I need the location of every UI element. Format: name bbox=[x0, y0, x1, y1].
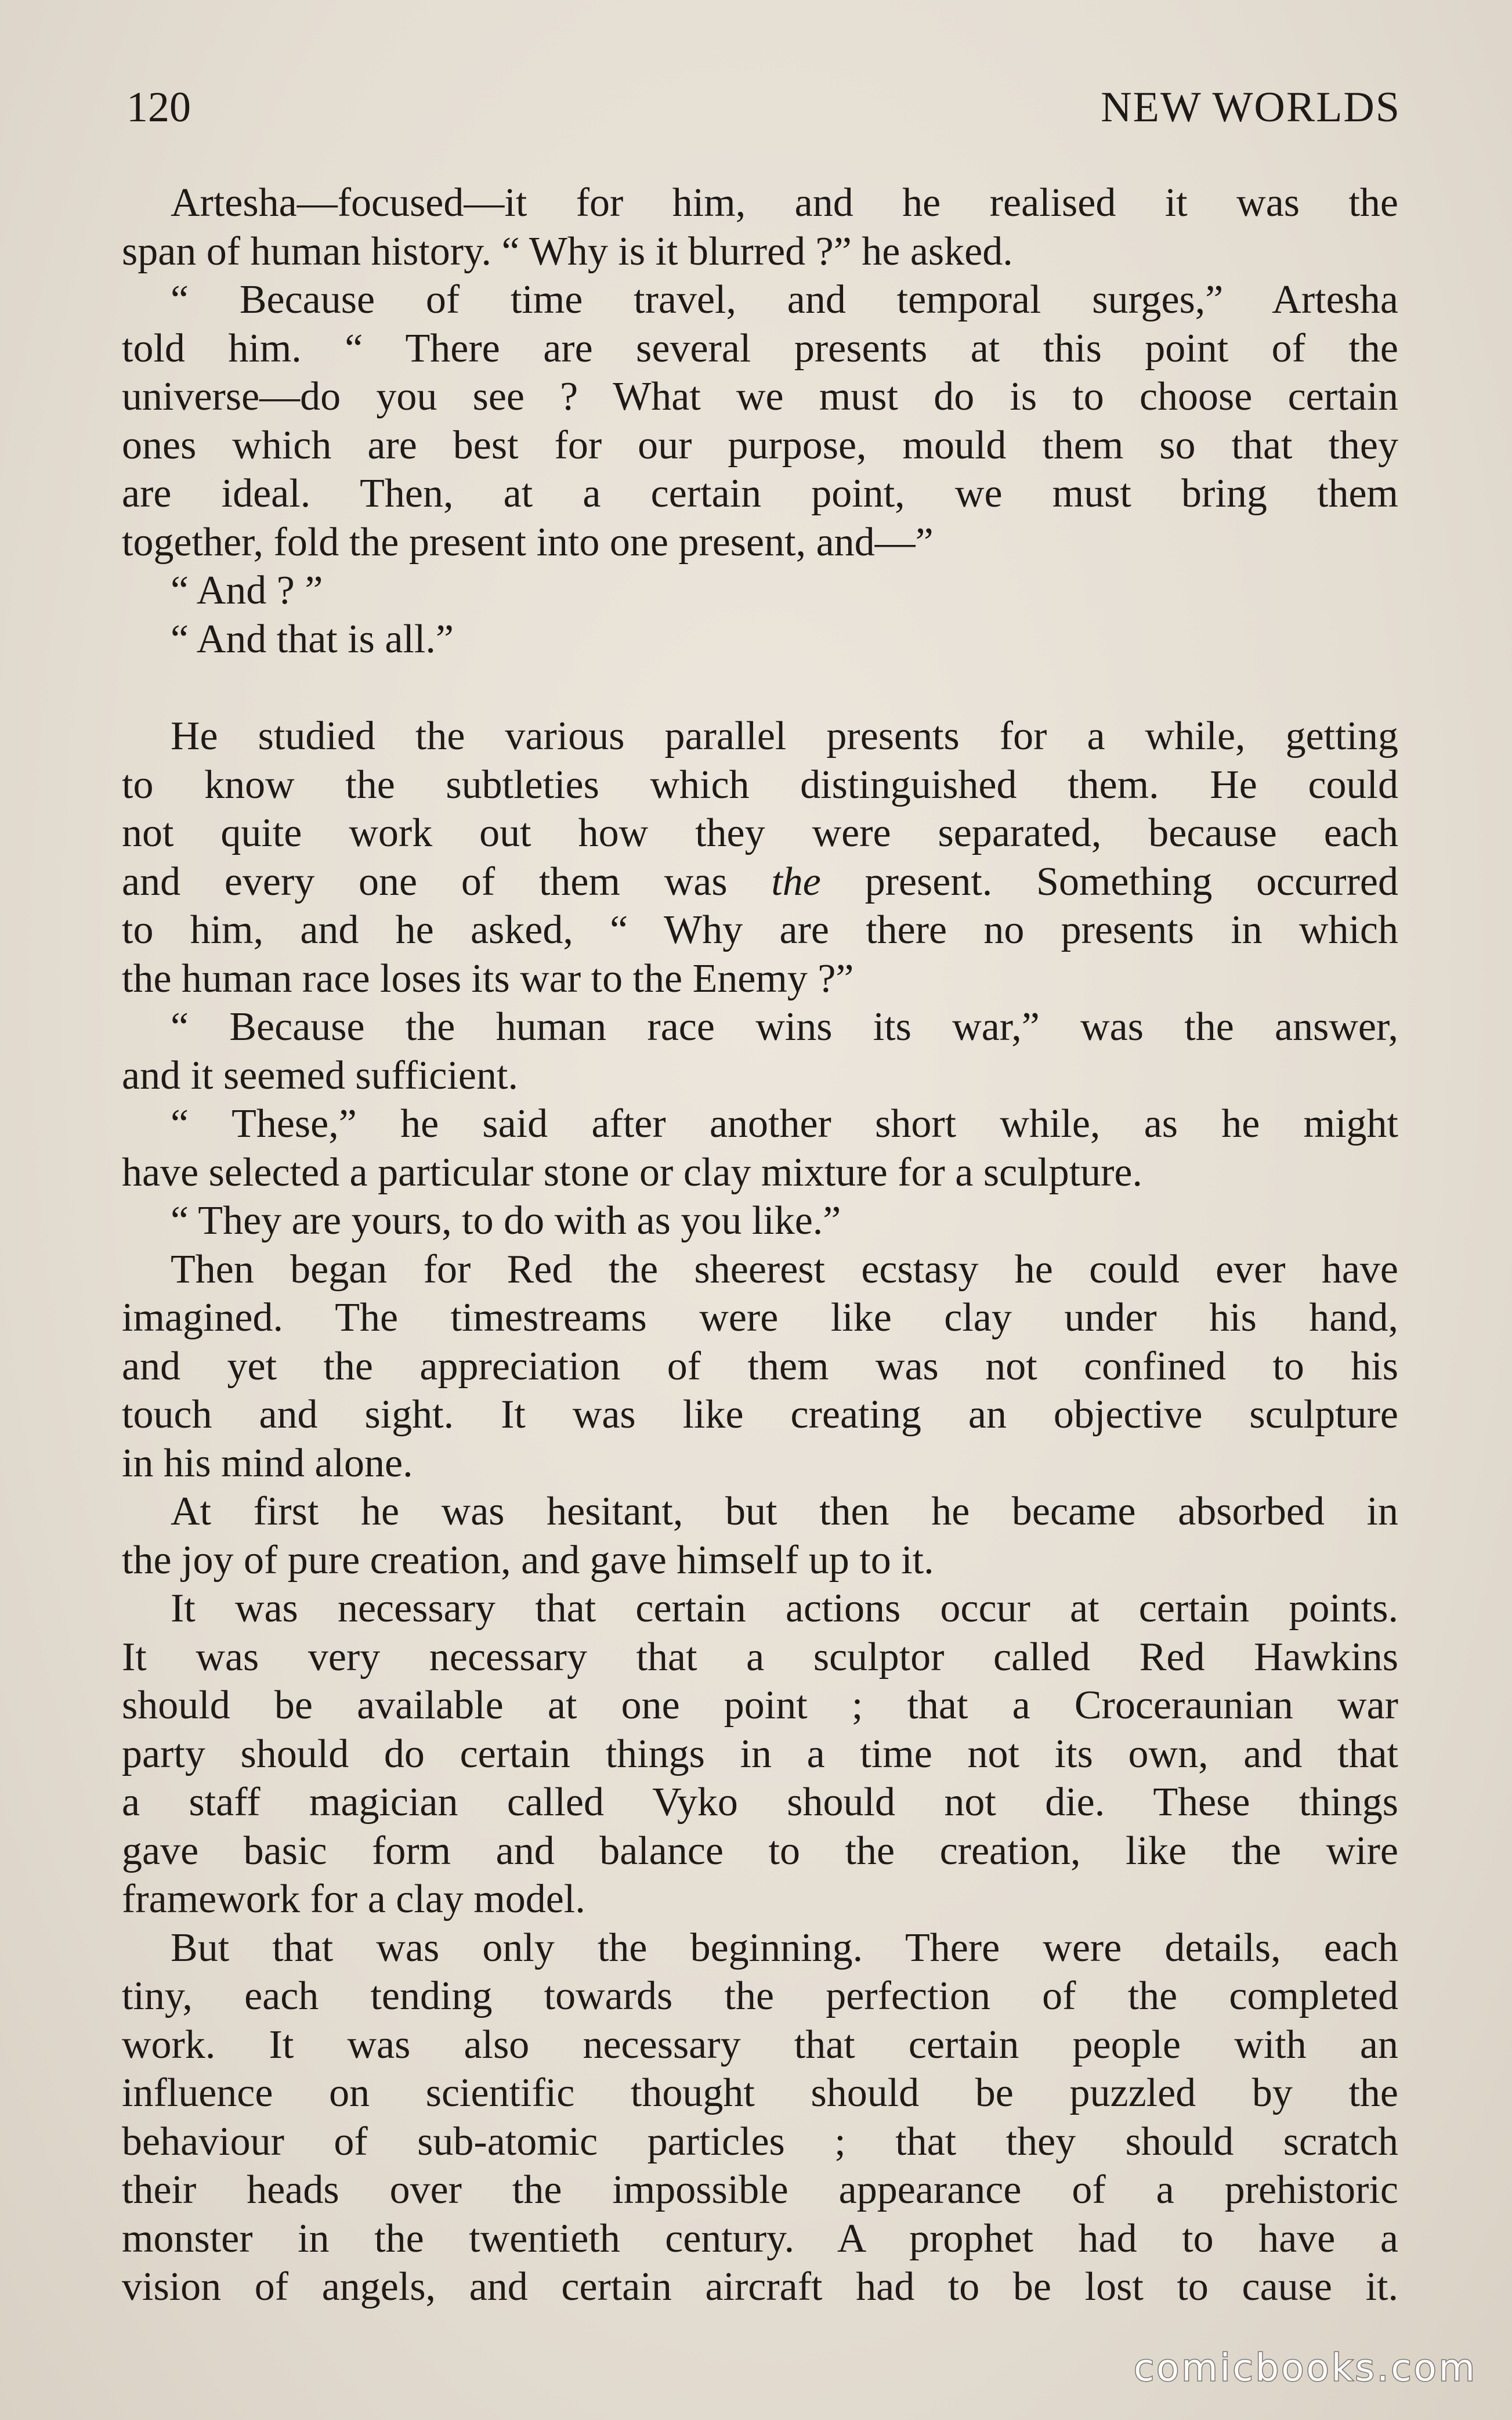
text-line: vision of angels, and certain aircraft had to be lost to cause it. bbox=[122, 2264, 1398, 2309]
text-line: “ Because the human race wins its war,” was the answer, bbox=[171, 1005, 1398, 1049]
text-line: gave basic form and balance to the creation, like the wire bbox=[122, 1828, 1398, 1873]
text-line: and it seemed sufficient. bbox=[122, 1053, 518, 1098]
text-line: the human race loses its war to the Enemy ?” bbox=[122, 956, 854, 1001]
text-line: and yet the appreciation of them was not confined to his bbox=[122, 1343, 1398, 1389]
text-line: Then began for Red the sheerest ecstasy he could ever have bbox=[171, 1247, 1398, 1292]
text-line: party should do certain things in a time not its own, and that bbox=[122, 1731, 1398, 1776]
text-line: “ They are yours, to do with as you like.” bbox=[171, 1198, 841, 1243]
text-line: “ And ? ” bbox=[171, 568, 323, 613]
text-line: framework for a clay model. bbox=[122, 1877, 585, 1921]
text-line: in his mind alone. bbox=[122, 1440, 413, 1486]
text-line: At first he was hesitant, but then he became absorbed in bbox=[171, 1489, 1398, 1534]
text-line: their heads over the impossible appearance of a prehistoric bbox=[122, 2168, 1398, 2212]
text-line: It was necessary that certain actions occur at certain points. bbox=[171, 1586, 1398, 1631]
text-line: “ And that is all.” bbox=[171, 616, 454, 662]
text-line: together, fold the present into one present, and—” bbox=[122, 519, 934, 565]
text-line: “ Because of time travel, and temporal surges,” Artesha bbox=[171, 277, 1398, 322]
text-line: span of human history. “ Why is it blurred ?” he asked. bbox=[122, 229, 1013, 274]
text-line: not quite work out how they were separated, because each bbox=[122, 811, 1398, 855]
text-line: He studied the various parallel presents for a while, getting bbox=[171, 714, 1398, 758]
text-line: “ These,” he said after another short while, as he might bbox=[171, 1101, 1398, 1146]
section-break bbox=[122, 663, 1398, 712]
text-line: universe—do you see ? What we must do is to choose certain bbox=[122, 374, 1398, 419]
text-line: to know the subtleties which distinguished them. He could bbox=[122, 762, 1398, 807]
text-line: have selected a particular stone or clay mixture for a sculpture. bbox=[122, 1150, 1142, 1195]
text-line: monster in the twentieth century. A prophet had to have a bbox=[122, 2216, 1398, 2261]
body-text bbox=[122, 179, 1398, 2311]
watermark: comicbooks.com bbox=[1133, 2347, 1477, 2390]
running-head: NEW WORLDS bbox=[1101, 84, 1401, 131]
text-line: touch and sight. It was like creating an objective sculpture bbox=[122, 1392, 1398, 1437]
text-line: imagined. The timestreams were like clay under his hand, bbox=[122, 1295, 1398, 1340]
emphasis: the bbox=[771, 859, 821, 904]
text-line: tiny, each tending towards the perfection of the completed bbox=[122, 1974, 1398, 2018]
page-number: 120 bbox=[126, 84, 191, 131]
text-line: behaviour of sub-atomic particles ; that they should scratch bbox=[122, 2119, 1398, 2164]
text-line: and every one of them was the present. Something occurred bbox=[122, 859, 1398, 904]
text-line: told him. “ There are several presents at this point of the bbox=[122, 326, 1398, 371]
text-line: the joy of pure creation, and gave himself up to it. bbox=[122, 1537, 934, 1583]
text-line: are ideal. Then, at a certain point, we must bring them bbox=[122, 471, 1398, 516]
text-line: should be available at one point ; that a Croceraunian war bbox=[122, 1683, 1398, 1728]
text-line: a staff magician called Vyko should not die. These things bbox=[122, 1780, 1398, 1825]
text-line: It was very necessary that a sculptor called Red Hawkins bbox=[122, 1634, 1398, 1679]
page-header bbox=[126, 81, 1401, 133]
text-line: to him, and he asked, “ Why are there no presents in which bbox=[122, 908, 1398, 952]
text-line: ones which are best for our purpose, mould them so that they bbox=[122, 422, 1398, 468]
text-line: But that was only the beginning. There were details, each bbox=[171, 1925, 1398, 1970]
text-line: influence on scientific thought should be puzzled by the bbox=[122, 2071, 1398, 2115]
text-line: work. It was also necessary that certain people with an bbox=[122, 2022, 1398, 2067]
text-line: Artesha—focused—it for him, and he realised it was the bbox=[171, 180, 1398, 225]
